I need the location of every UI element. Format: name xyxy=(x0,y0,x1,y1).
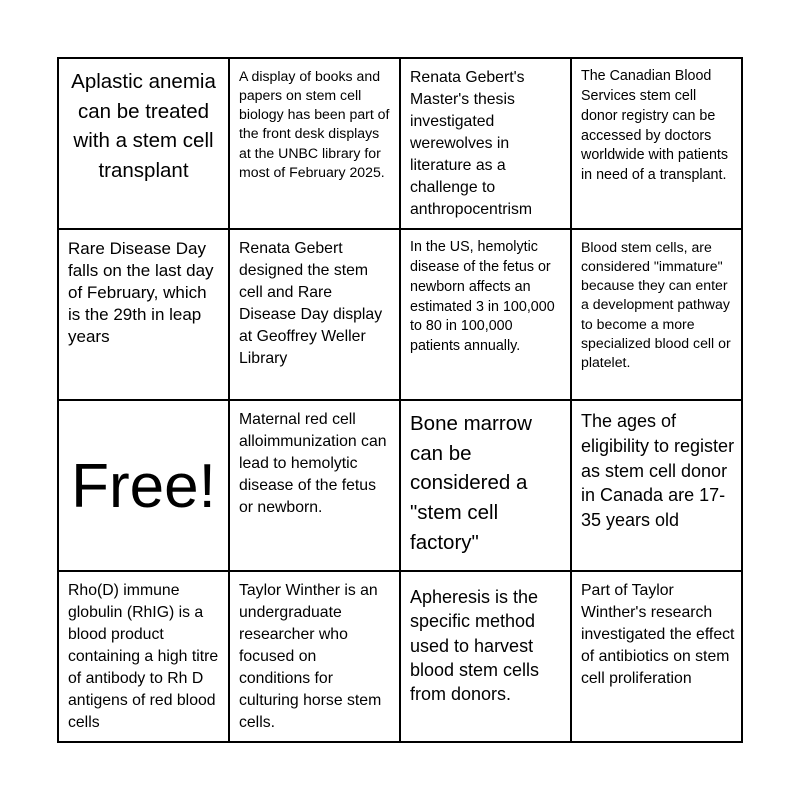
bingo-cell[interactable]: Blood stem cells, are considered "immature" because they can enter a development pathway to become a more specialized blood cell or platelet. xyxy=(572,230,743,401)
bingo-cell[interactable]: The Canadian Blood Services stem cell donor registry can be accessed by doctors worldwide with patients in need of a transplant. xyxy=(572,59,743,230)
bingo-cell[interactable]: Rare Disease Day falls on the last day of February, which is the 29th in leap years xyxy=(59,230,230,401)
free-space-label: Free! xyxy=(71,451,216,521)
bingo-cell[interactable]: Renata Gebert designed the stem cell and Rare Disease Day display at Geoffrey Weller Library xyxy=(230,230,401,401)
bingo-cell[interactable]: Taylor Winther is an undergraduate researcher who focused on conditions for culturing horse stem cells. xyxy=(230,572,401,741)
bingo-cell[interactable]: Part of Taylor Winther's research investigated the effect of antibiotics on stem cell proliferation xyxy=(581,582,735,687)
bingo-cell[interactable]: Bone marrow can be considered a "stem cell factory" xyxy=(401,401,572,572)
bingo-board xyxy=(57,57,743,743)
bingo-cell[interactable]: Renata Gebert's Master's thesis investigated werewolves in literature as a challenge to anthropocentrism xyxy=(401,59,572,230)
bingo-cell[interactable]: The ages of eligibility to register as stem cell donor in Canada are 17-35 years old xyxy=(572,401,743,572)
bingo-cell[interactable]: Maternal red cell alloimmunization can lead to hemolytic disease of the fetus or newborn. xyxy=(230,401,401,572)
bingo-cell[interactable]: Aplastic anemia can be treated with a stem cell transplant xyxy=(59,59,230,230)
bingo-cell[interactable]: Apheresis is the specific method used to harvest blood stem cells from donors. xyxy=(401,572,572,741)
bingo-cell[interactable]: A display of books and papers on stem cell biology has been part of the front desk displays at the UNBC library for most of February 2025. xyxy=(230,59,401,230)
bingo-cell[interactable]: In the US, hemolytic disease of the fetus or newborn affects an estimated 3 in 100,000 to 80 in 100,000 patients annually. xyxy=(401,230,572,401)
bingo-cell[interactable]: Rho(D) immune globulin (RhIG) is a blood product containing a high titre of antibody to Rh D antigens of red blood cells xyxy=(59,572,230,741)
free-space-cell[interactable] xyxy=(59,401,230,572)
